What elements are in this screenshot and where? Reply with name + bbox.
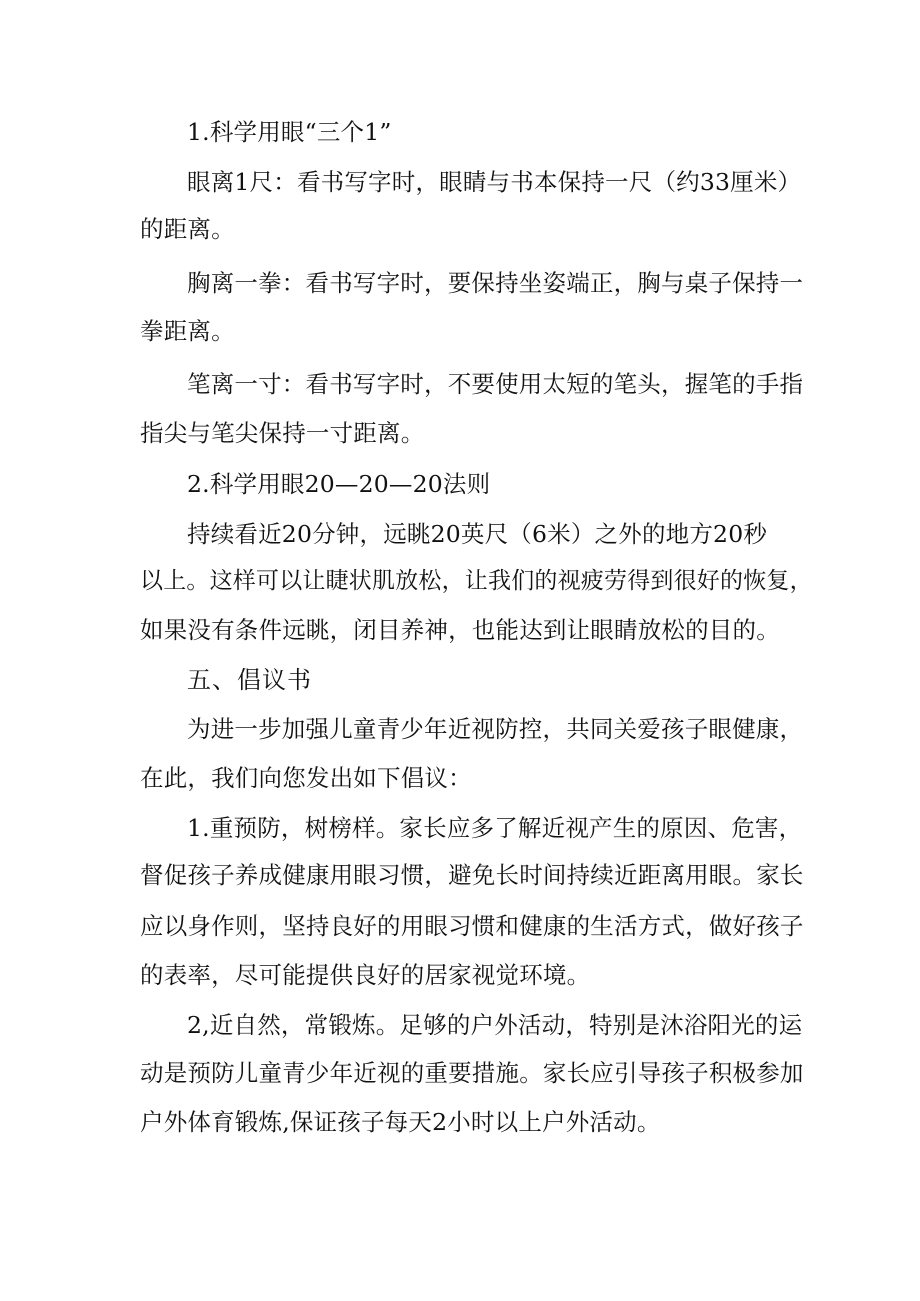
- paragraph-line: 胸离一拳：看书写字时，要保持坐姿端正，胸与桌子保持一: [187, 269, 804, 297]
- paragraph-line: 动是预防儿童青少年近视的重要措施。家长应引导孩子积极参加: [140, 1059, 804, 1087]
- paragraph-line: 在此，我们向您发出如下倡议：: [140, 764, 472, 792]
- subheading-three-ones: 1.科学用眼“三个1”: [187, 118, 392, 146]
- paragraph-line: 持续看近20分钟，远眺20英尺（6米）之外的地方20秒: [187, 520, 768, 548]
- paragraph-line: 应以身作则，坚持良好的用眼习惯和健康的生活方式，做好孩子: [140, 912, 804, 940]
- paragraph-line: 2,近自然，常锻炼。足够的户外活动，特别是沐浴阳光的运: [187, 1011, 803, 1039]
- paragraph-line: 笔离一寸：看书写字时，不要使用太短的笔头，握笔的手指: [187, 370, 804, 398]
- subheading-20-20-20: 2.科学用眼20—20—20法则: [187, 470, 491, 498]
- paragraph-line: 为进一步加强儿童青少年近视防控，共同关爱孩子眼健康，: [187, 715, 804, 743]
- paragraph-line: 1.重预防，树榜样。家长应多了解近视产生的原因、危害，: [187, 814, 803, 842]
- paragraph-line: 的表率，尽可能提供良好的居家视觉环境。: [140, 961, 591, 989]
- paragraph-line: 指尖与笔尖保持一寸距离。: [140, 419, 425, 447]
- paragraph-line: 户外体育锻炼,保证孩子每天2小时以上户外活动。: [140, 1108, 661, 1136]
- paragraph-line: 以上。这样可以让睫状肌放松，让我们的视疲劳得到很好的恢复，: [140, 568, 813, 594]
- paragraph-line: 眼离1尺：看书写字时，眼睛与书本保持一尺（约33厘米）: [187, 168, 802, 196]
- paragraph-line: 的距离。: [140, 215, 235, 243]
- paragraph-line: 拳距离。: [140, 317, 235, 345]
- paragraph-line: 督促孩子养成健康用眼习惯，避免长时间持续近距离用眼。家长: [140, 861, 804, 889]
- paragraph-line: 如果没有条件远眺，闭目养神，也能达到让眼睛放松的目的。: [140, 616, 780, 644]
- section-heading: 五、倡议书: [187, 666, 312, 694]
